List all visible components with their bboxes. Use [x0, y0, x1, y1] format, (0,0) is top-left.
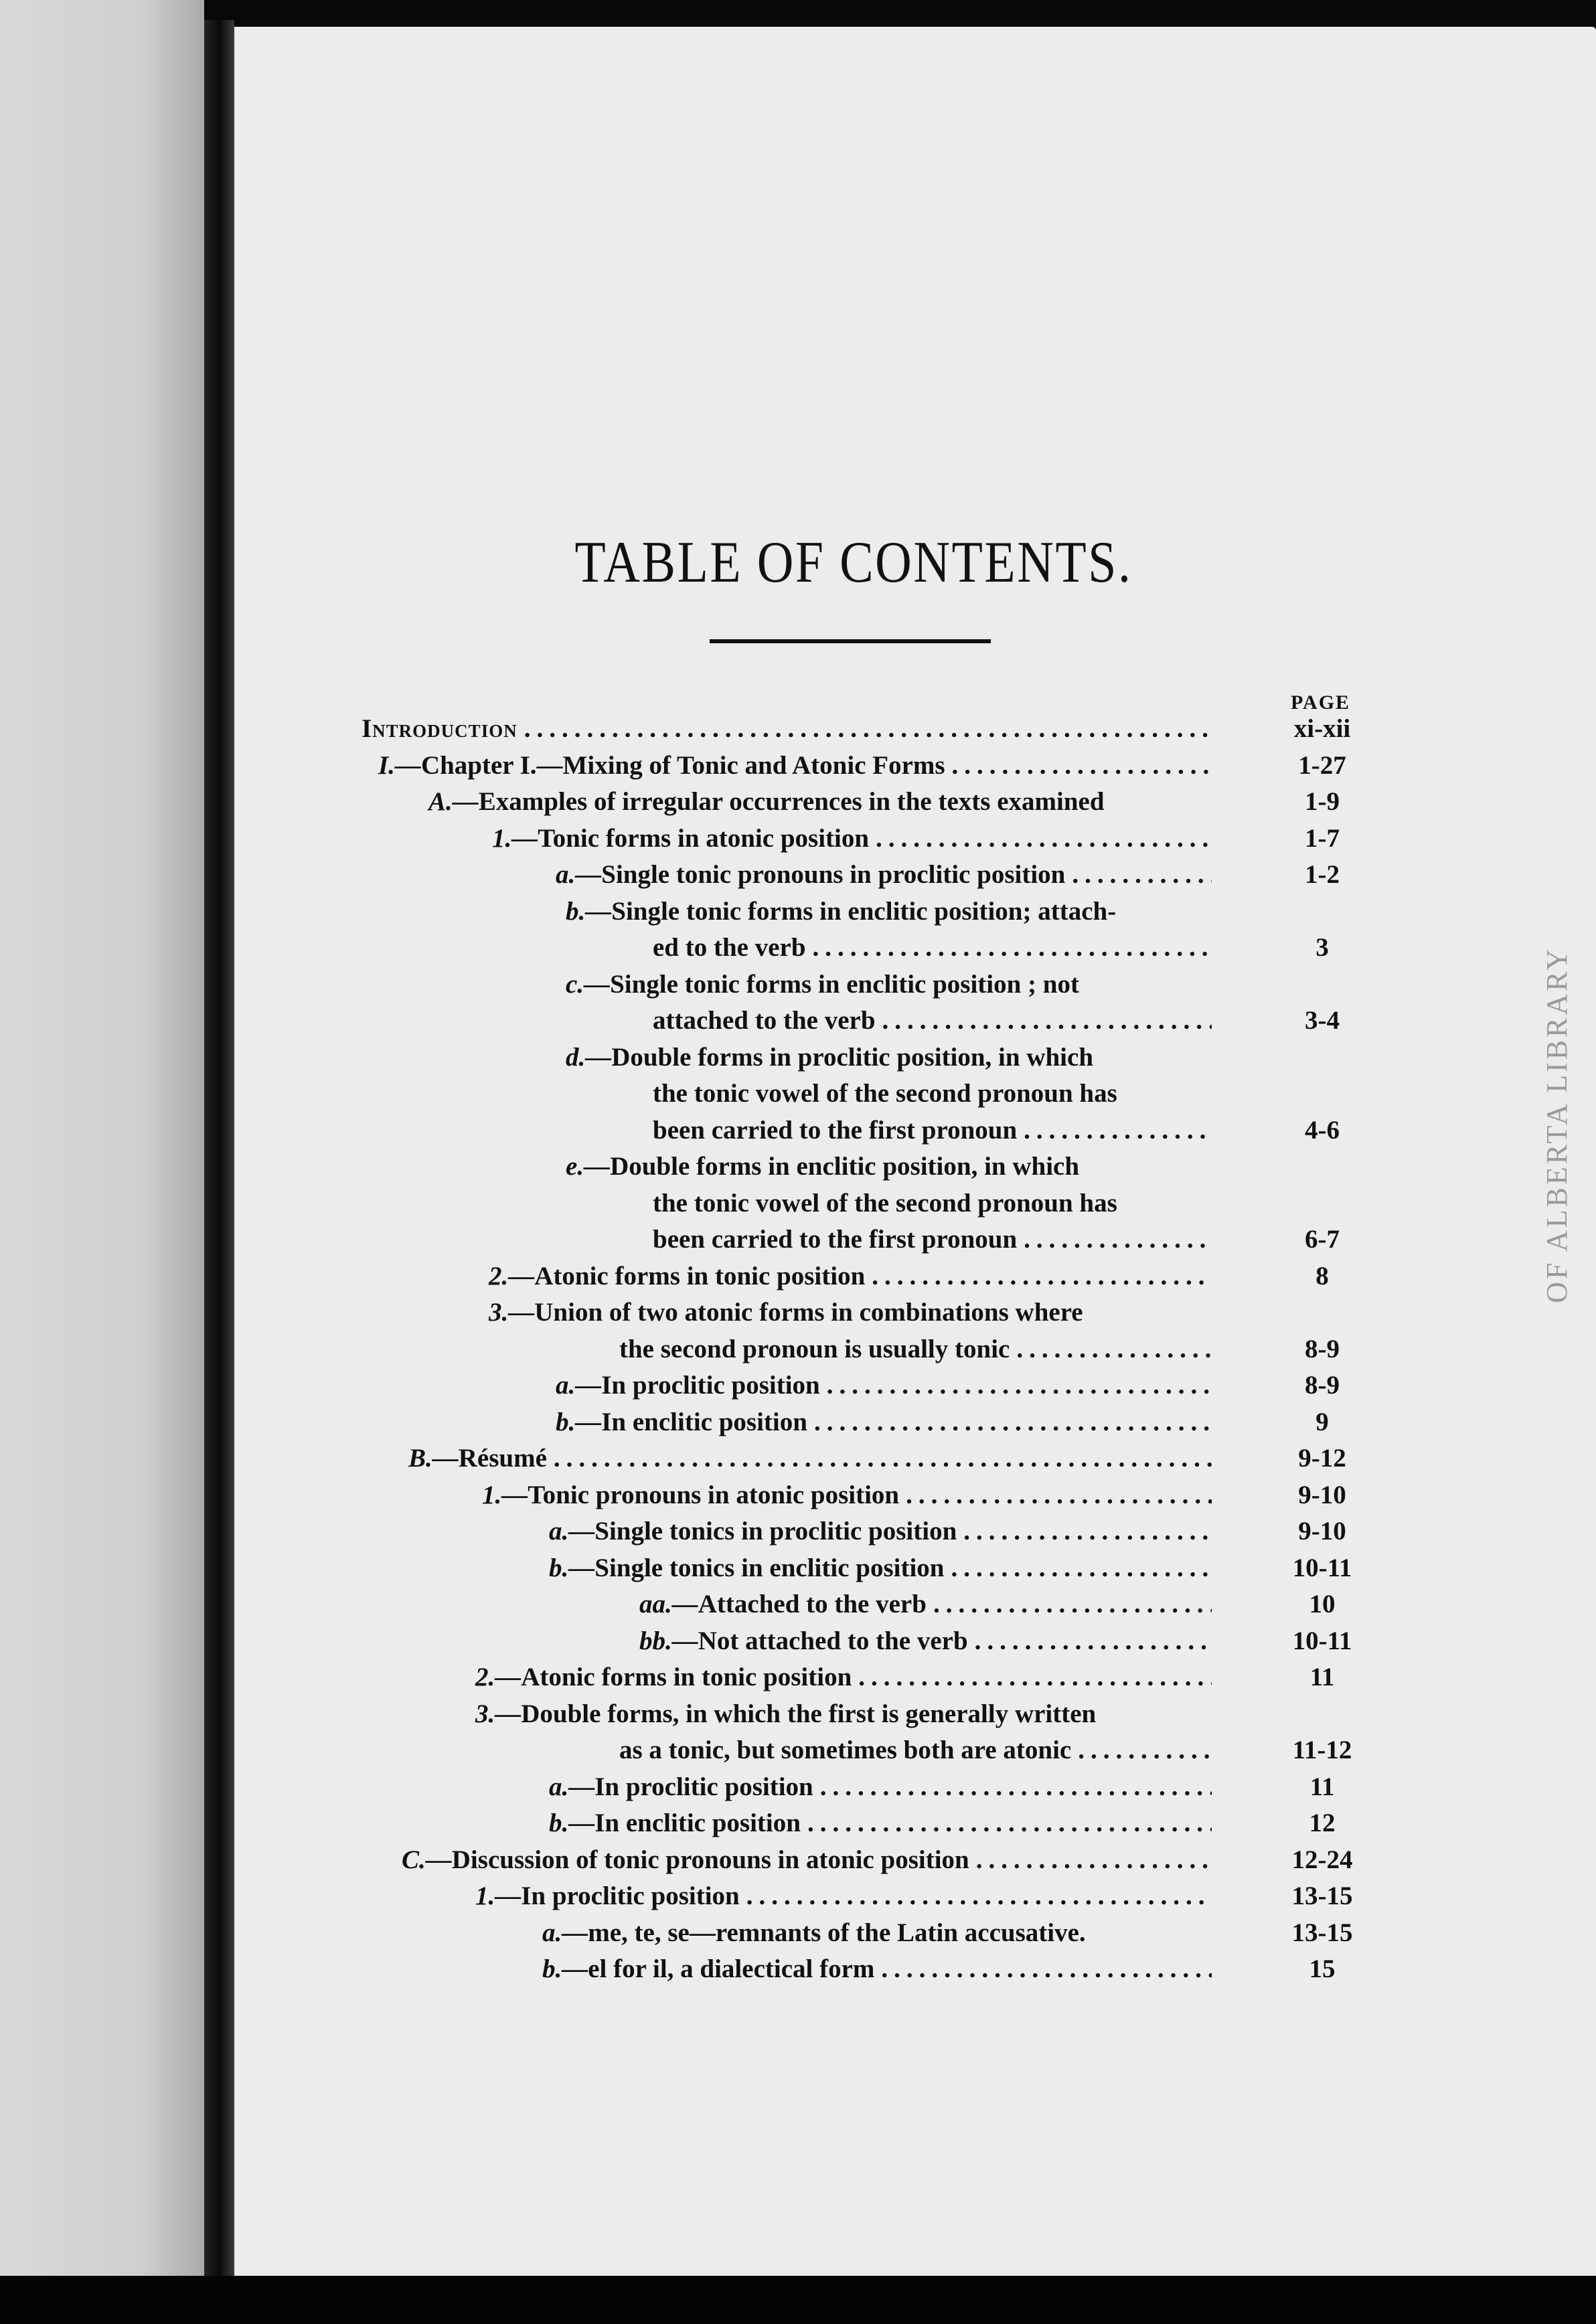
toc-entry: [489, 1258, 1218, 1295]
dot-leader: [881, 1951, 1212, 1987]
toc-entry-text: [566, 894, 1116, 930]
toc-entry-title: as a tonic, but sometimes both are atonic: [619, 1736, 1072, 1764]
dot-leader: [876, 821, 1212, 857]
toc-entry-label: c.—: [566, 970, 611, 999]
toc-entry-title: Single tonics in proclitic position: [594, 1517, 957, 1546]
toc-page-number: 11-12: [1292, 1736, 1352, 1764]
toc-entry-title: Single tonics in enclitic position: [594, 1554, 945, 1582]
toc-entry-title: In proclitic position: [601, 1371, 820, 1400]
toc-entry-label: 3.—: [475, 1699, 522, 1728]
toc-entry: [619, 1732, 1218, 1768]
dot-leader: [820, 1769, 1212, 1805]
toc-entry-title: Single tonic pronouns in proclitic position: [601, 860, 1066, 889]
toc-entry: [556, 1404, 1218, 1440]
toc-page-number: 9: [1315, 1408, 1329, 1436]
toc-entry-text: [556, 857, 1065, 893]
toc-entry: [653, 1003, 1218, 1039]
dot-leader: [872, 1258, 1212, 1295]
toc-entry-label: 2.—: [475, 1663, 522, 1691]
toc-entry-title: Double forms in enclitic position, in which: [610, 1152, 1080, 1181]
toc-entry-title: In proclitic position: [521, 1882, 740, 1910]
toc-entry: [639, 1623, 1218, 1659]
toc-entry-label: a.—: [542, 1918, 588, 1947]
toc-entry-text: [653, 1003, 876, 1039]
dot-leader: [524, 711, 1212, 747]
toc-entry-text: [653, 1112, 1017, 1149]
toc-entry-title: Chapter I.—Mixing of Tonic and Atonic Forms: [420, 751, 945, 780]
toc-entry-title: In enclitic position: [594, 1809, 801, 1837]
toc-entry-text: [362, 711, 517, 747]
dot-leader: [807, 1805, 1212, 1841]
toc-entry-text: [566, 967, 1079, 1003]
toc-page-number: 10-11: [1292, 1554, 1352, 1582]
toc-page-number: 12-24: [1291, 1845, 1353, 1874]
toc-entry: [542, 1915, 1218, 1951]
toc-entry-title: Discussion of tonic pronouns in atonic position: [451, 1845, 969, 1874]
dot-leader: [1078, 1732, 1212, 1768]
toc-page-number: 8: [1315, 1262, 1329, 1291]
toc-entry-label: a.—: [556, 860, 602, 889]
toc-entry-label: bb.—: [639, 1627, 698, 1655]
toc-entry: [653, 1185, 1218, 1222]
toc-page-number: 15: [1309, 1955, 1336, 1983]
toc-entry-title: Not attached to the verb: [698, 1627, 968, 1655]
toc-entry-text: [639, 1623, 968, 1659]
toc-page-number: 11: [1309, 1772, 1335, 1801]
toc-entry-title: the tonic vowel of the second pronoun has: [653, 1189, 1117, 1218]
toc-entry: [549, 1769, 1218, 1805]
toc-entry-label: 1.—: [492, 824, 538, 853]
toc-entry-title: Atonic forms in tonic position: [534, 1262, 866, 1291]
toc-entry-text: [378, 748, 945, 784]
toc-entry-title: Attached to the verb: [698, 1590, 927, 1618]
toc-entry: [549, 1550, 1218, 1586]
toc-page-number: 9-10: [1298, 1517, 1346, 1546]
dot-leader: [976, 1842, 1212, 1878]
toc-page-number: 8-9: [1305, 1371, 1340, 1400]
toc-entry: [549, 1805, 1218, 1841]
toc-entry-text: [489, 1258, 865, 1295]
toc-entry-text: [428, 784, 1105, 820]
toc-entry-text: [408, 1440, 547, 1477]
dot-leader: [827, 1367, 1212, 1404]
toc-entry-label: I.—: [378, 751, 421, 780]
toc-entry-text: [542, 1915, 1086, 1951]
toc-entry-text: [556, 1367, 820, 1404]
toc-entry-label: 3.—: [489, 1298, 535, 1327]
toc-entry-title: Introduction: [362, 714, 517, 743]
toc-entry-title: Single tonic forms in enclitic position ; not: [610, 970, 1079, 999]
toc-entry-text: [619, 1331, 1010, 1367]
toc-entry: [362, 711, 1218, 747]
dot-leader: [858, 1659, 1212, 1695]
toc-entry-text: [489, 1295, 1083, 1331]
dot-leader: [554, 1440, 1212, 1477]
toc-page-number: 11: [1309, 1663, 1335, 1691]
toc-entry: [549, 1513, 1218, 1550]
toc-entry-title: Atonic forms in tonic position: [521, 1663, 852, 1691]
dot-leader: [1072, 857, 1212, 893]
dot-leader: [746, 1878, 1212, 1914]
toc-entry: [566, 967, 1218, 1003]
toc-entry-title: Single tonic forms in enclitic position; attach-: [611, 897, 1117, 926]
toc-entry-label: 1.—: [482, 1481, 528, 1509]
toc-entry-title: been carried to the first pronoun: [653, 1116, 1018, 1145]
toc-entry: [408, 1440, 1218, 1477]
toc-entry-label: B.—: [408, 1444, 459, 1473]
toc-page-number: 1-27: [1298, 751, 1346, 780]
dot-leader: [975, 1623, 1212, 1659]
toc-entry: [566, 1149, 1218, 1185]
toc-page-number: 1-2: [1305, 860, 1340, 889]
toc-entry-title: the tonic vowel of the second pronoun has: [653, 1079, 1117, 1108]
toc-entry-text: [639, 1586, 927, 1623]
toc-entry: [475, 1696, 1218, 1732]
toc-entry: [542, 1951, 1218, 1987]
toc-entry-text: [402, 1842, 969, 1878]
dot-leader: [1024, 1222, 1212, 1258]
toc-entry-text: [619, 1732, 1071, 1768]
page-title: TABLE OF CONTENTS.: [574, 530, 1133, 595]
toc-entry-text: [549, 1769, 813, 1805]
toc-page-number: 10: [1309, 1590, 1336, 1618]
toc-entry-label: b.—: [542, 1955, 588, 1983]
toc-entry-label: a.—: [549, 1772, 595, 1801]
toc-entry-text: [542, 1951, 874, 1987]
toc-page-number: 9-10: [1298, 1481, 1346, 1509]
toc-entry-title: el for il, a dialectical form: [588, 1955, 875, 1983]
toc-page-number: xi-xii: [1293, 714, 1351, 743]
toc-entry-label: 1.—: [475, 1882, 522, 1910]
dot-leader: [1024, 1112, 1212, 1149]
toc-entry-label: b.—: [549, 1809, 595, 1837]
toc-entry: [639, 1586, 1218, 1623]
toc-entry-label: b.—: [549, 1554, 595, 1582]
toc-entry-label: C.—: [402, 1845, 452, 1874]
toc-entry-label: e.—: [566, 1152, 611, 1181]
toc-page-number: 12: [1309, 1809, 1336, 1837]
toc-entry-text: [653, 1076, 1117, 1112]
toc-entry-title: Résumé: [458, 1444, 547, 1473]
toc-entry-label: a.—: [549, 1517, 595, 1546]
toc-page-number: 4-6: [1305, 1116, 1340, 1145]
toc-entry-text: [482, 1477, 899, 1513]
toc-entry-text: [492, 821, 869, 857]
toc-entry-title: Tonic forms in atonic position: [538, 824, 870, 853]
toc-page-number: 3: [1315, 933, 1329, 962]
toc-entry: [402, 1842, 1218, 1878]
toc-entry-title: been carried to the first pronoun: [653, 1225, 1018, 1254]
toc-entry-title: attached to the verb: [653, 1006, 876, 1035]
toc-entry-text: [653, 1185, 1117, 1222]
toc-entry: [492, 821, 1218, 857]
toc-page-number: 1-9: [1305, 787, 1340, 816]
toc-page-number: 6-7: [1305, 1225, 1340, 1254]
toc-entry-title: Double forms in proclitic position, in which: [611, 1043, 1094, 1072]
toc-page-number: 1-7: [1305, 824, 1340, 853]
toc-entry-label: 2.—: [489, 1262, 535, 1291]
toc-entry-title: In proclitic position: [594, 1772, 813, 1801]
dot-leader: [906, 1477, 1212, 1513]
toc-entry-title: Union of two atonic forms in combinations where: [534, 1298, 1083, 1327]
toc-entry-label: A.—: [428, 787, 479, 816]
toc-entry-text: [549, 1550, 944, 1586]
toc-entry: [566, 1040, 1218, 1076]
toc-entry: [653, 930, 1218, 966]
dot-leader: [1016, 1331, 1212, 1367]
toc-entry-title: the second pronoun is usually tonic: [619, 1335, 1010, 1363]
toc-entry-title: ed to the verb: [653, 933, 806, 962]
toc-entry-title: Tonic pronouns in atonic position: [528, 1481, 900, 1509]
toc-entry-label: a.—: [556, 1371, 602, 1400]
dot-leader: [814, 1404, 1212, 1440]
toc-entry: [428, 784, 1218, 820]
toc-entry: [475, 1659, 1218, 1695]
toc-entry-text: [556, 1404, 807, 1440]
toc-entry: [619, 1331, 1218, 1367]
toc-page-number: 3-4: [1305, 1006, 1340, 1035]
library-stamp: OF ALBERTA LIBRARY: [1540, 946, 1573, 1303]
toc-entry-text: [549, 1805, 801, 1841]
toc-entry: [475, 1878, 1218, 1914]
dot-leader: [952, 748, 1212, 784]
toc-page-number: 13-15: [1291, 1882, 1353, 1910]
toc-entry-text: [566, 1040, 1093, 1076]
toc-entry-text: [475, 1659, 852, 1695]
toc-entry: [482, 1477, 1218, 1513]
toc-entry-label: b.—: [566, 897, 612, 926]
toc-page-number: 9-12: [1298, 1444, 1346, 1473]
toc-entry-title: Examples of irregular occurrences in the texts examined: [478, 787, 1105, 816]
toc-entry-text: [566, 1149, 1079, 1185]
toc-entry-text: [475, 1878, 740, 1914]
toc-entry: [653, 1112, 1218, 1149]
toc-entry-text: [475, 1696, 1096, 1732]
toc-entry: [653, 1076, 1218, 1112]
toc-entry-title: Double forms, in which the first is generally written: [521, 1699, 1097, 1728]
toc-page-number: 8-9: [1305, 1335, 1340, 1363]
toc-entry: [556, 857, 1218, 893]
dot-leader: [951, 1550, 1212, 1586]
toc-entry-text: [653, 1222, 1017, 1258]
toc-entry-label: d.—: [566, 1043, 612, 1072]
dot-leader: [933, 1586, 1212, 1623]
toc-entry-label: aa.—: [639, 1590, 698, 1618]
toc-page-number: 10-11: [1292, 1627, 1352, 1655]
toc-entry: [489, 1295, 1218, 1331]
toc-entry: [653, 1222, 1218, 1258]
dot-leader: [963, 1513, 1212, 1550]
dot-leader: [882, 1003, 1212, 1039]
toc-entry: [566, 894, 1218, 930]
toc-entry: [556, 1367, 1218, 1404]
toc-entry-text: [653, 930, 806, 966]
toc-entry-text: [549, 1513, 957, 1550]
toc-page-number: 13-15: [1291, 1918, 1353, 1947]
page-column-header: PAGE: [1290, 691, 1351, 714]
toc-entry-title: In enclitic position: [601, 1408, 807, 1436]
toc-entry: [378, 748, 1218, 784]
toc-entry-label: b.—: [556, 1408, 602, 1436]
dot-leader: [813, 930, 1212, 966]
toc-entry-title: me, te, se—remnants of the Latin accusative.: [588, 1918, 1086, 1947]
